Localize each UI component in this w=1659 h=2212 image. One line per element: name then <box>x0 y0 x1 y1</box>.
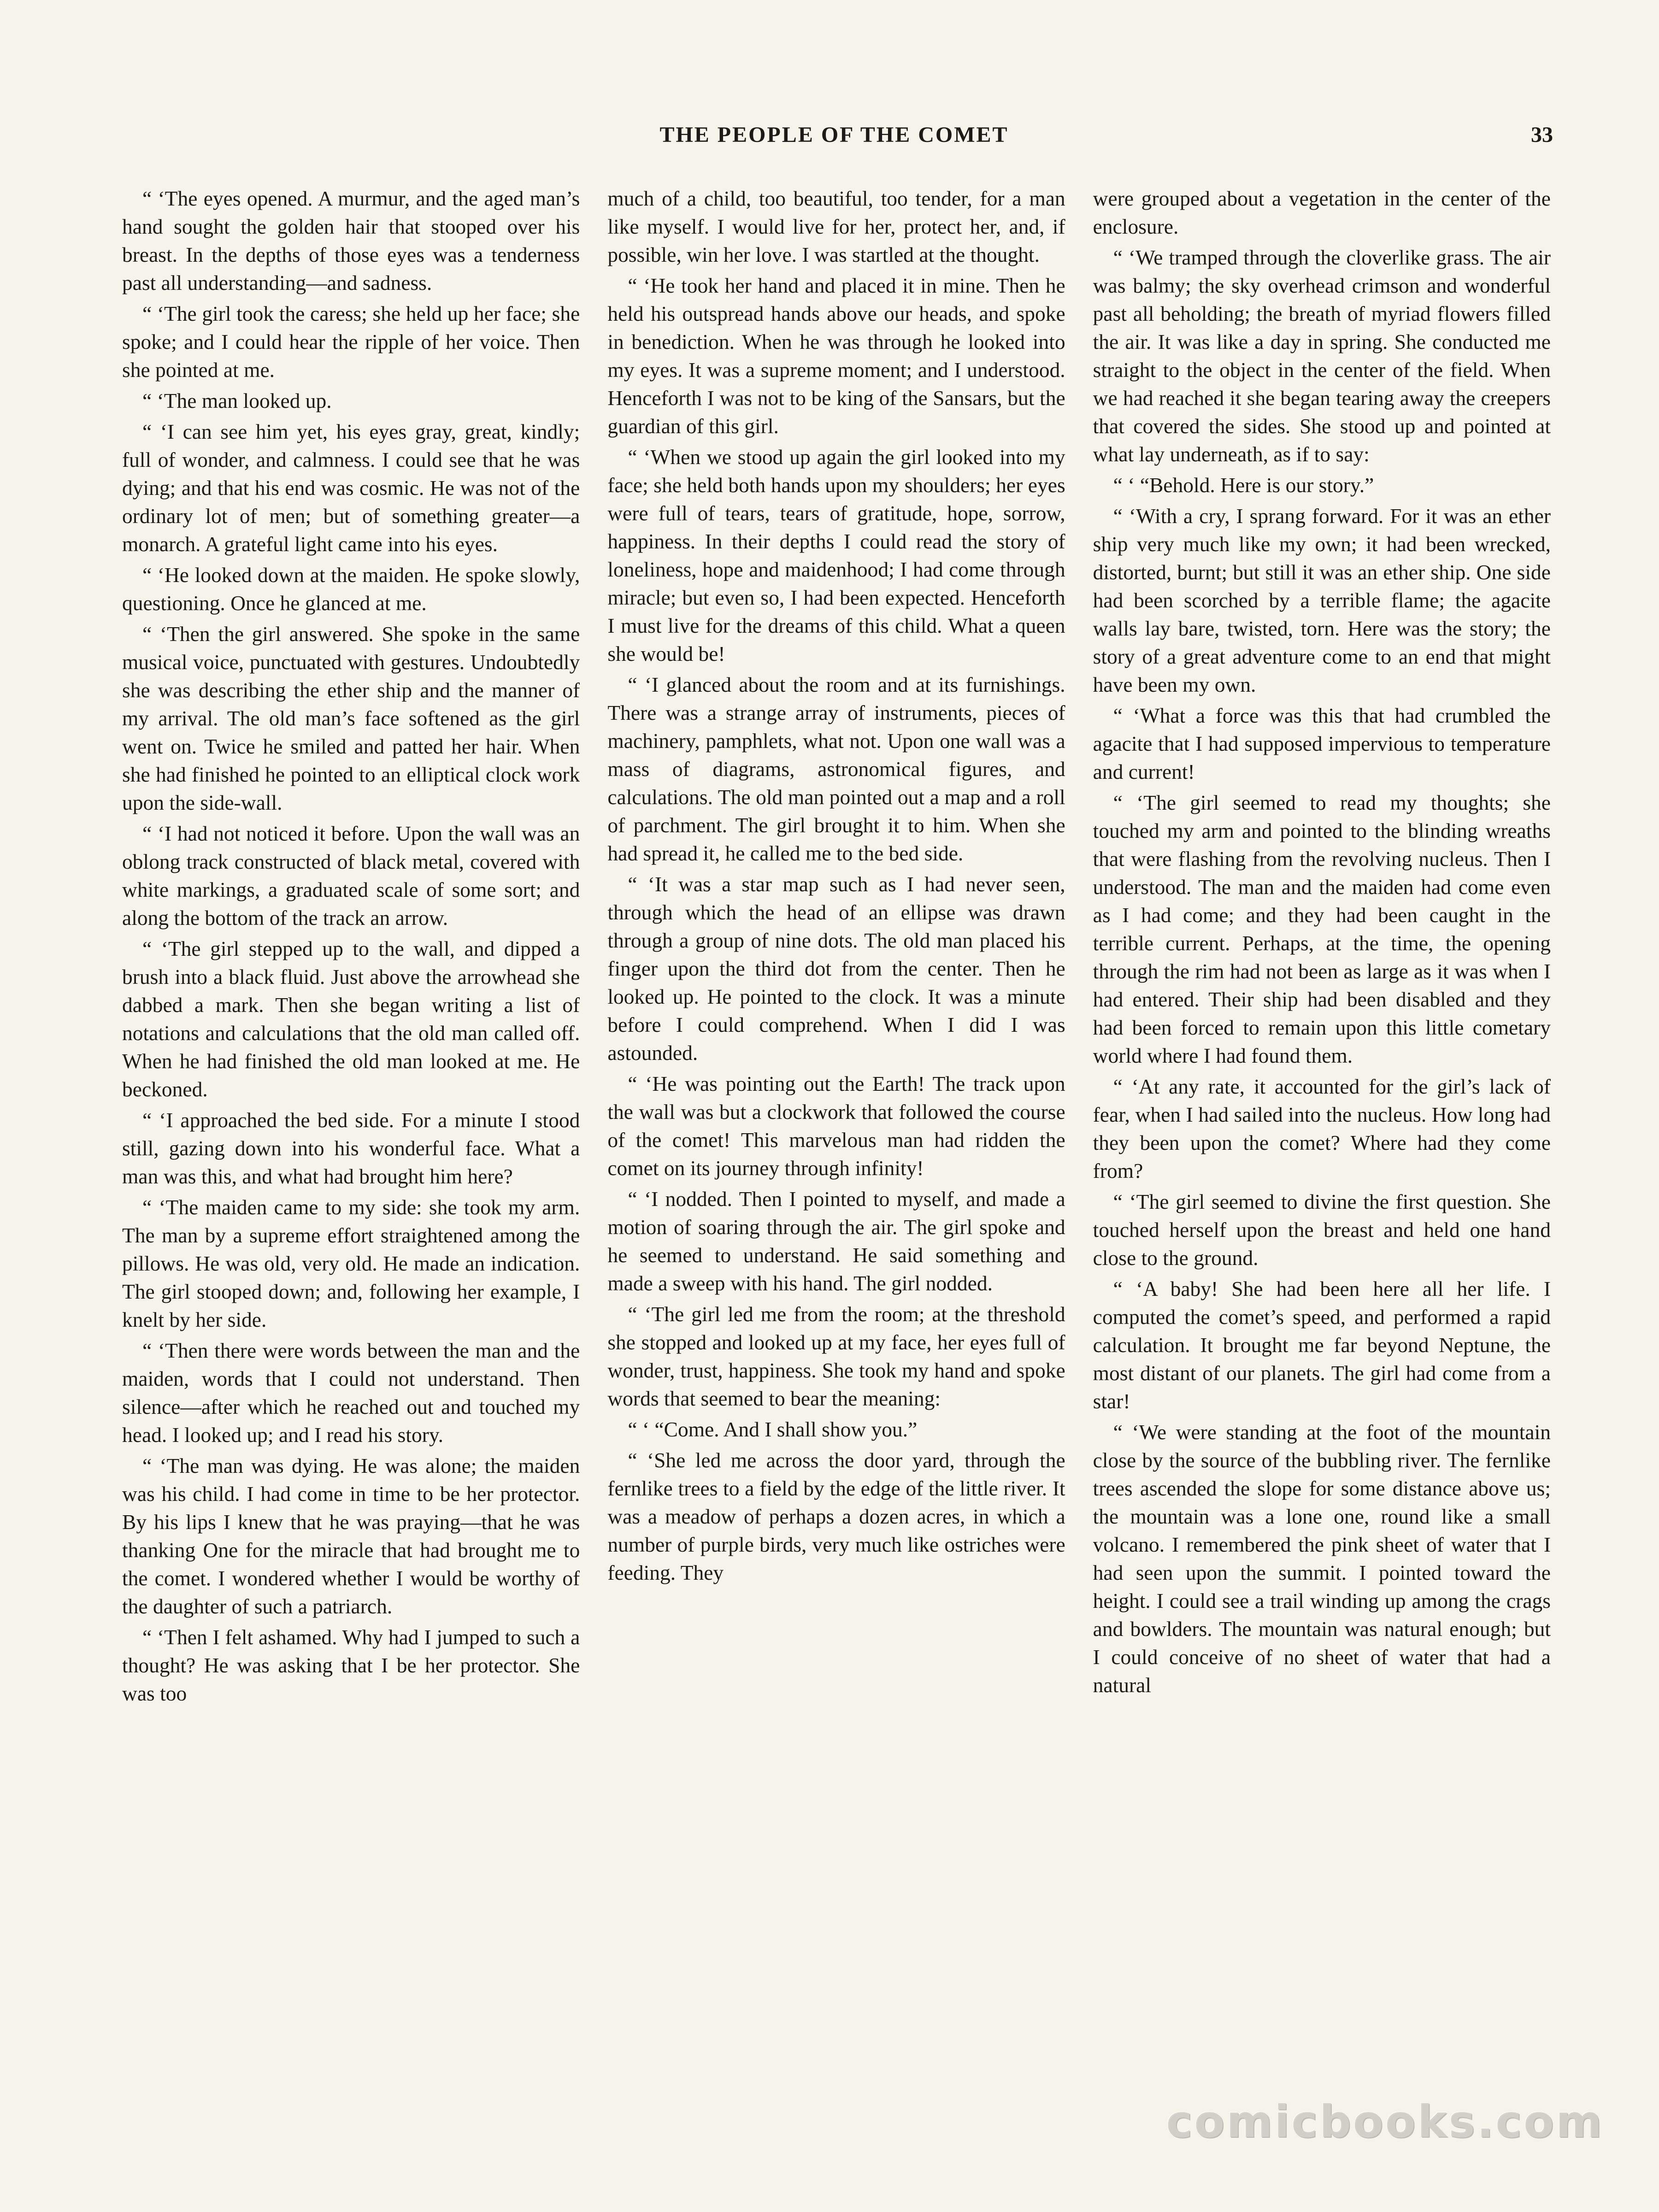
paragraph: “ ‘I glanced about the room and at its furnishings. There was a strange array of instruments, pieces of machinery, pamphlets, what not. Upon one wall was a mass of diagrams, astronomical figures, and calculations. The old man pointed out a map and a roll of parchment. The girl brought it to him. When she had spread it, he called me to the bed side. <box>607 673 1065 865</box>
column-2 <box>607 184 1065 2092</box>
paragraph: “ ‘The maiden came to my side: she took my arm. The man by a supreme effort straightened among the pillows. He was old, very old. He made an indication. The girl stooped down; and, following her example, I knelt by her side. <box>122 1195 580 1331</box>
paragraph-continued: much of a child, too beautiful, too tender, for a man like myself. I would live for her, protect her, and, if possible, win her love. I was startled at the thought. <box>607 187 1065 266</box>
paragraph: “ ‘The eyes opened. A murmur, and the aged man’s hand sought the golden hair that stooped over his breast. In the depths of those eyes was a tenderness past all understanding—and sadness. <box>122 187 580 294</box>
paragraph-continued: were grouped about a vegetation in the center of the enclosure. <box>1093 187 1551 238</box>
page-number: 33 <box>1531 123 1553 147</box>
paragraph: “ ‘She led me across the door yard, through the fernlike trees to a field by the edge of the little river. It was a meadow of perhaps a dozen acres, in which a number of purple birds, very much like ostriches were feeding. They <box>607 1448 1065 1584</box>
paragraph: “ ‘The girl seemed to read my thoughts; she touched my arm and pointed to the blinding wreaths that were flashing from the revolving nucleus. Then I understood. The man and the maiden had come even as I had come; and they had been caught in the terrible current. Perhaps, at the time, the opening through the rim had not been as large as it was when I had entered. Their ship had been disabled and they had been forced to remain upon this little cometary world where I had found them. <box>1093 791 1551 1067</box>
column-1 <box>122 184 580 2092</box>
page-header <box>115 122 1553 154</box>
running-title: THE PEOPLE OF THE COMET <box>659 123 1009 147</box>
paragraph: “ ‘The girl took the caress; she held up her face; she spoke; and I could hear the ripple of her voice. Then she pointed at me. <box>122 302 580 382</box>
column-3 <box>1093 184 1551 2092</box>
paragraph: “ ‘We were standing at the foot of the mountain close by the source of the bubbling river. The fernlike trees ascended the slope for some distance above us; the mountain was a lone one, round like a small volcano. I remembered the pink sheet of water that I had seen upon the summit. I pointed toward the height. I could see a trail winding up among the crags and bowlders. The mountain was natural enough; but I could conceive of no sheet of water that had a natural <box>1093 1420 1551 1697</box>
paragraph: “ ‘The man looked up. <box>142 389 332 412</box>
paragraph: “ ‘Then I felt ashamed. Why had I jumped to such a thought? He was asking that I be her protector. She was too <box>122 1625 580 1705</box>
paragraph: “ ‘He took her hand and placed it in mine. Then he held his outspread hands above our heads, and spoke in benediction. When he was through he looked into my eyes. It was a supreme moment; and I understood. Henceforth I was not to be king of the Sansars, but the guardian of this girl. <box>607 274 1065 438</box>
paragraph: “ ‘At any rate, it accounted for the girl’s lack of fear, when I had sailed into the nucleus. How long had they been upon the comet? Where had they come from? <box>1093 1075 1551 1182</box>
text-columns <box>122 184 1551 2092</box>
paragraph: “ ‘The girl stepped up to the wall, and dipped a brush into a black fluid. Just above the arrowhead she dabbed a mark. Then she began writing a list of notations and calculations that the old man called off. When he had finished the old man looked at me. He beckoned. <box>122 937 580 1101</box>
paragraph: “ ‘He was pointing out the Earth! The track upon the wall was but a clockwork that followed the course of the comet! This marvelous man had ridden the comet on its journey through infinity! <box>607 1072 1065 1180</box>
paragraph: “ ‘When we stood up again the girl looked into my face; she held both hands upon my shoulders; her eyes were full of tears, tears of gratitude, hope, sorrow, happiness. In their depths I could read the story of loneliness, hope and maidenhood; I had come through miracle; but even so, I had been expected. Henceforth I must live for the dreams of this child. What a queen she would be! <box>607 445 1065 665</box>
paragraph: “ ‘The girl led me from the room; at the threshold she stopped and looked up at my face, her eyes full of wonder, trust, happiness. She took my hand and spoke words that seemed to bear the meaning: <box>607 1302 1065 1410</box>
paragraph: “ ‘I can see him yet, his eyes gray, great, kindly; full of wonder, and calmness. I could see that he was dying; and that his end was cosmic. He was not of the ordinary lot of men; but of something greater—a monarch. A grateful light came into his eyes. <box>122 420 580 556</box>
paragraph: “ ‘A baby! She had been here all her life. I computed the comet’s speed, and performed a rapid calculation. It brought me far beyond Neptune, the most distant of our planets. The girl had come from a star! <box>1093 1277 1551 1413</box>
paragraph: “ ‘He looked down at the maiden. He spoke slowly, questioning. Once he glanced at me. <box>122 563 580 615</box>
paragraph: “ ‘We tramped through the cloverlike grass. The air was balmy; the sky overhead crimson and wonderful past all beholding; the breath of myriad flowers filled the air. It was like a day in spring. She conducted me straight to the object in the center of the field. When we had reached it she began tearing away the creepers that covered the sides. She stood up and pointed at what lay underneath, as if to say: <box>1093 246 1551 466</box>
paragraph: “ ‘ “Come. And I shall show you.” <box>628 1418 918 1441</box>
paragraph: “ ‘With a cry, I sprang forward. For it was an ether ship very much like my own; it had been wrecked, distorted, burnt; but still it was an ether ship. One side had been scorched by a terrible flame; the agacite walls lay bare, twisted, torn. Here was the story; the story of a great adventure come to an end that might have been my own. <box>1093 504 1551 696</box>
paragraph: “ ‘Then the girl answered. She spoke in the same musical voice, punctuated with gestures. Undoubtedly she was describing the ether ship and the manner of my arrival. The old man’s face softened as the girl went on. Twice he smiled and patted her hair. When she had finished he pointed to an elliptical clock work upon the side-wall. <box>122 622 580 814</box>
paragraph: “ ‘I approached the bed side. For a minute I stood still, gazing down into his wonderful face. What a man was this, and what had brought him here? <box>122 1108 580 1188</box>
paragraph: “ ‘ “Behold. Here is our story.” <box>1113 473 1374 497</box>
watermark-logo: comicbooks.com <box>1166 2096 1604 2147</box>
paragraph: “ ‘It was a star map such as I had never seen, through which the head of an ellipse was drawn through a group of nine dots. The old man placed his finger upon the third dot from the center. Then he looked up. He pointed to the clock. It was a minute before I could comprehend. When I did I was astounded. <box>607 872 1065 1065</box>
paragraph: “ ‘The man was dying. He was alone; the maiden was his child. I had come in time to be her protector. By his lips I knew that he was praying—that he was thanking One for the miracle that had brought me to the comet. I wondered whether I would be worthy of the daughter of such a patriarch. <box>122 1454 580 1618</box>
paragraph: “ ‘What a force was this that had crumbled the agacite that I had supposed impervious to temperature and current! <box>1093 704 1551 783</box>
paragraph: “ ‘I nodded. Then I pointed to myself, and made a motion of soaring through the air. The girl spoke and he seemed to understand. He said something and made a sweep with his hand. The girl nodded. <box>607 1187 1065 1295</box>
paragraph: “ ‘The girl seemed to divine the first question. She touched herself upon the breast and held one hand close to the ground. <box>1093 1190 1551 1270</box>
paragraph: “ ‘Then there were words between the man and the maiden, words that I could not understand. Then silence—after which he reached out and touched my head. I looked up; and I read his story. <box>122 1339 580 1447</box>
paragraph: “ ‘I had not noticed it before. Upon the wall was an oblong track constructed of black metal, covered with white markings, a graduated scale of some sort; and along the bottom of the track an arrow. <box>122 822 580 930</box>
